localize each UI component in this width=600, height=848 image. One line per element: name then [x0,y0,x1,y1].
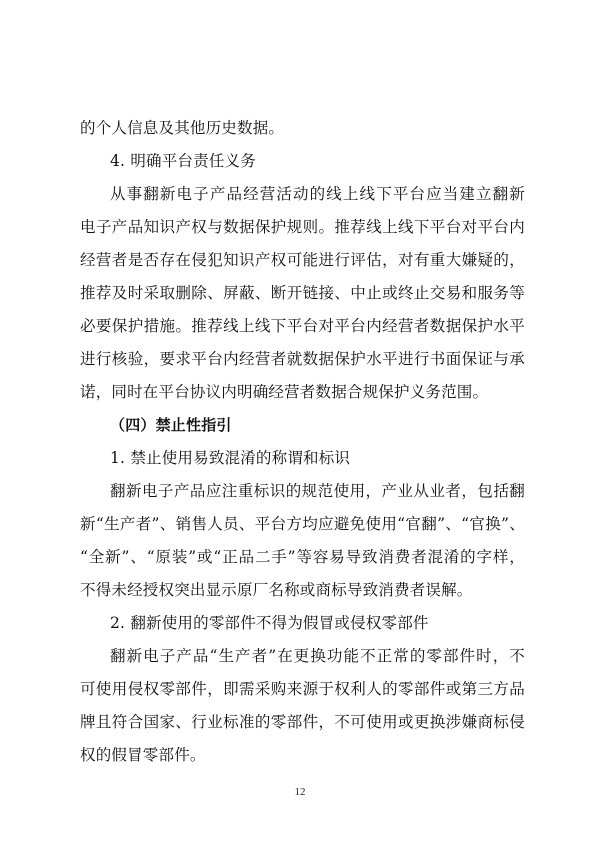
paragraph-line: 经营者是否存在侵犯知识产权可能进行评估，对有重大嫌疑的， [80,251,525,269]
paragraph-line: 权的假冒零部件。 [80,746,206,764]
subheading: 4. 明确平台责任义务 [110,152,256,170]
paragraph-line: 翻新电子产品“生产者”在更换功能不正常的零部件时，不 [110,647,525,665]
section-heading: （四）禁止性指引 [110,416,232,434]
paragraph-line: 诺，同时在平台协议内明确经营者数据合规保护义务范围。 [80,383,489,401]
page-number: 12 [294,786,306,798]
paragraph-line: 进行核验，要求平台内经营者就数据保护水平进行书面保证与承 [80,350,525,368]
paragraph-line: “全新”、“原装”或“正品二手”等容易导致消费者混淆的字样， [80,548,525,566]
subheading: 1. 禁止使用易致混淆的称谓和标识 [110,449,351,467]
paragraph-line: 翻新电子产品应注重标识的规范使用，产业从业者，包括翻 [110,482,525,500]
subheading: 2. 翻新使用的零部件不得为假冒或侵权零部件 [110,614,429,632]
paragraph-line: 可使用侵权零部件，即需采购来源于权利人的零部件或第三方品 [80,680,525,698]
paragraph-line: 电子产品知识产权与数据保护规则。推荐线上线下平台对平台内 [80,218,525,236]
paragraph-line: 不得未经授权突出显示原厂名称或商标导致消费者误解。 [80,581,473,599]
text-line: 的个人信息及其他历史数据。 [80,119,285,137]
paragraph-line: 从事翻新电子产品经营活动的线上线下平台应当建立翻新 [110,185,525,203]
paragraph-line: 新“生产者”、销售人员、平台方均应避免使用“官翻”、“官换”、 [80,515,525,533]
paragraph-line: 推荐及时采取删除、屏蔽、断开链接、中止或终止交易和服务等 [80,284,525,302]
paragraph-line: 牌且符合国家、行业标准的零部件，不可使用或更换涉嫌商标侵 [80,713,525,731]
paragraph-line: 必要保护措施。推荐线上线下平台对平台内经营者数据保护水平 [80,317,525,335]
